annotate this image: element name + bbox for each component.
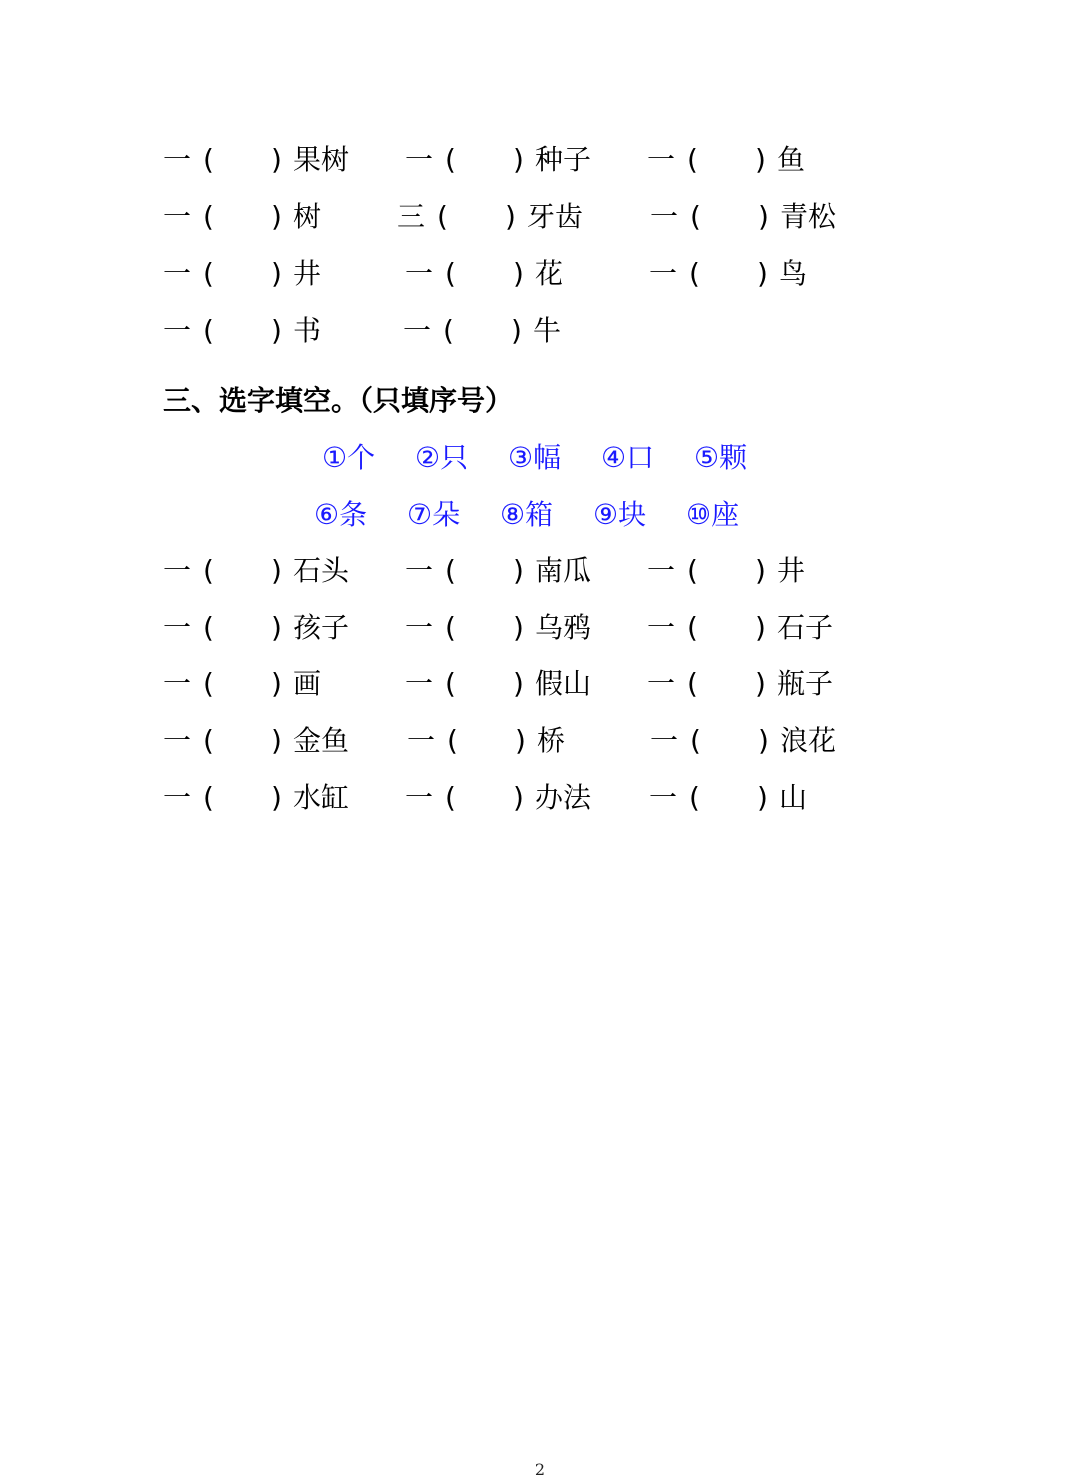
numeral: 一 (163, 200, 192, 233)
numeral: 一 (647, 611, 676, 644)
blank-close-paren: ) (758, 724, 769, 757)
blank-open-paren: ( (203, 200, 214, 233)
options-row (0, 495, 1080, 535)
blank-open-paren: ( (445, 667, 456, 700)
option: ⑧箱 (500, 498, 554, 531)
noun: 井 (777, 554, 806, 587)
blank-open-paren: ( (690, 200, 701, 233)
blank-open-paren: ( (437, 200, 448, 233)
numeral: 一 (649, 257, 678, 290)
blank-open-paren: ( (445, 781, 456, 814)
blank-close-paren: ) (755, 554, 766, 587)
numeral: 一 (649, 781, 678, 814)
option: ②只 (415, 441, 469, 474)
options-row (0, 438, 1080, 478)
noun: 画 (293, 667, 322, 700)
option: ⑩座 (686, 498, 740, 531)
option: ①个 (322, 441, 376, 474)
measure-row (0, 551, 1080, 591)
noun: 桥 (537, 724, 566, 757)
noun: 孩子 (293, 611, 350, 644)
blank-open-paren: ( (203, 143, 214, 176)
measure-row (0, 778, 1080, 818)
blank-open-paren: ( (445, 257, 456, 290)
numeral: 一 (163, 611, 192, 644)
blank-open-paren: ( (687, 667, 698, 700)
numeral: 一 (403, 314, 432, 347)
numeral: 一 (650, 724, 679, 757)
option: ④口 (601, 441, 655, 474)
numeral: 三 (397, 200, 426, 233)
blank-close-paren: ) (271, 314, 282, 347)
blank-close-paren: ) (755, 667, 766, 700)
noun: 金鱼 (293, 724, 350, 757)
blank-close-paren: ) (271, 667, 282, 700)
blank-open-paren: ( (203, 667, 214, 700)
noun: 牙齿 (527, 200, 584, 233)
measure-row (0, 197, 1080, 237)
blank-open-paren: ( (203, 314, 214, 347)
blank-close-paren: ) (513, 554, 524, 587)
numeral: 一 (163, 257, 192, 290)
blank-close-paren: ) (505, 200, 516, 233)
blank-close-paren: ) (757, 781, 768, 814)
noun: 书 (293, 314, 322, 347)
blank-open-paren: ( (687, 611, 698, 644)
blank-open-paren: ( (445, 554, 456, 587)
blank-open-paren: ( (203, 554, 214, 587)
noun: 牛 (533, 314, 562, 347)
numeral: 一 (405, 257, 434, 290)
noun: 种子 (535, 143, 592, 176)
noun: 假山 (535, 667, 592, 700)
numeral: 一 (650, 200, 679, 233)
measure-row (0, 664, 1080, 704)
numeral: 一 (405, 781, 434, 814)
blank-close-paren: ) (513, 667, 524, 700)
blank-close-paren: ) (513, 611, 524, 644)
measure-row (0, 311, 1080, 351)
blank-close-paren: ) (271, 611, 282, 644)
blank-close-paren: ) (271, 200, 282, 233)
noun: 花 (535, 257, 564, 290)
blank-close-paren: ) (755, 611, 766, 644)
blank-open-paren: ( (203, 611, 214, 644)
blank-open-paren: ( (203, 781, 214, 814)
page-number: 2 (534, 1460, 546, 1479)
blank-open-paren: ( (445, 143, 456, 176)
blank-open-paren: ( (687, 143, 698, 176)
blank-close-paren: ) (511, 314, 522, 347)
numeral: 一 (163, 143, 192, 176)
numeral: 一 (163, 314, 192, 347)
numeral: 一 (647, 143, 676, 176)
section-heading: 三、选字填空。（只填序号） (163, 384, 514, 417)
numeral: 一 (163, 554, 192, 587)
blank-open-paren: ( (690, 724, 701, 757)
noun: 乌鸦 (535, 611, 592, 644)
measure-row (0, 608, 1080, 648)
numeral: 一 (163, 781, 192, 814)
noun: 水缸 (293, 781, 350, 814)
blank-close-paren: ) (513, 257, 524, 290)
numeral: 一 (405, 143, 434, 176)
blank-close-paren: ) (758, 200, 769, 233)
blank-close-paren: ) (271, 724, 282, 757)
option: ⑨块 (593, 498, 647, 531)
measure-row (0, 254, 1080, 294)
noun: 浪花 (780, 724, 837, 757)
blank-close-paren: ) (271, 257, 282, 290)
measure-row (0, 721, 1080, 761)
blank-open-paren: ( (687, 554, 698, 587)
blank-open-paren: ( (445, 611, 456, 644)
option: ⑤颗 (694, 441, 748, 474)
measure-row (0, 140, 1080, 180)
numeral: 一 (405, 554, 434, 587)
blank-close-paren: ) (271, 143, 282, 176)
noun: 山 (779, 781, 808, 814)
blank-close-paren: ) (513, 143, 524, 176)
blank-close-paren: ) (757, 257, 768, 290)
numeral: 一 (405, 611, 434, 644)
numeral: 一 (647, 667, 676, 700)
numeral: 一 (405, 667, 434, 700)
blank-close-paren: ) (271, 554, 282, 587)
noun: 果树 (293, 143, 350, 176)
blank-open-paren: ( (447, 724, 458, 757)
noun: 南瓜 (535, 554, 592, 587)
blank-open-paren: ( (689, 781, 700, 814)
noun: 鸟 (779, 257, 808, 290)
numeral: 一 (647, 554, 676, 587)
noun: 鱼 (777, 143, 806, 176)
blank-close-paren: ) (515, 724, 526, 757)
option: ⑦朵 (407, 498, 461, 531)
numeral: 一 (163, 724, 192, 757)
blank-open-paren: ( (203, 724, 214, 757)
noun: 石头 (293, 554, 350, 587)
blank-open-paren: ( (443, 314, 454, 347)
blank-close-paren: ) (271, 781, 282, 814)
noun: 青松 (780, 200, 837, 233)
noun: 树 (293, 200, 322, 233)
blank-open-paren: ( (689, 257, 700, 290)
blank-close-paren: ) (755, 143, 766, 176)
noun: 办法 (535, 781, 592, 814)
noun: 石子 (777, 611, 834, 644)
blank-open-paren: ( (203, 257, 214, 290)
option: ⑥条 (314, 498, 368, 531)
option: ③幅 (508, 441, 562, 474)
blank-close-paren: ) (513, 781, 524, 814)
noun: 井 (293, 257, 322, 290)
noun: 瓶子 (777, 667, 834, 700)
numeral: 一 (163, 667, 192, 700)
numeral: 一 (407, 724, 436, 757)
